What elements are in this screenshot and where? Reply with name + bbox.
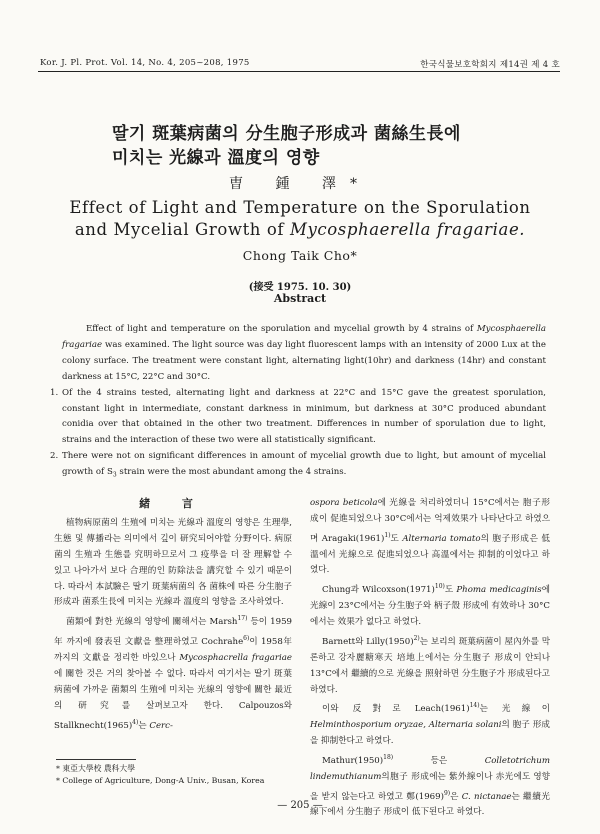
rc-p5-ref: 18) bbox=[383, 754, 394, 762]
title-english-line2 bbox=[0, 219, 600, 241]
footnote-affiliation-english: * College of Agriculture, Dong-A Univ., Busan, Korea bbox=[56, 776, 265, 785]
lc-p2-a: 菌類에 對한 光線의 영향에 關해서는 Marsh bbox=[66, 617, 238, 628]
rc-p3-ref: 2) bbox=[413, 634, 420, 642]
right-col-paragraph-2 bbox=[310, 579, 550, 631]
abstract-intro-text-a: Effect of light and temperature on the sporulation and mycelial growth by 4 strains of bbox=[86, 324, 477, 334]
rc-p3-a: Barnett와 Lilly(1950) bbox=[322, 636, 414, 647]
title-english-line1: Effect of Light and Temperature on the Sporulation bbox=[69, 198, 531, 217]
rc-p1-species-2: Alternaria tomato bbox=[402, 533, 481, 544]
rc-p5-a: Mathur(1950) bbox=[322, 755, 384, 766]
header-rule bbox=[38, 71, 560, 72]
rc-p5-species-2: C. nictanae bbox=[461, 791, 512, 802]
abstract-item-2-text bbox=[62, 449, 546, 484]
rc-p5-c: 의胞子 形成에는 紫外線이나 赤光에도 영향을 받지 않는다고 하였고 鄭(1969) bbox=[310, 771, 550, 802]
title-korean-line1: 딸기 斑葉病菌의 分生胞子形成과 菌絲生長에 bbox=[112, 124, 461, 144]
lc-p2-d: 에 關한 것은 거의 찾아볼 수 없다. 따라서 여기서는 딸기 斑葉病菌에 가까운 菌類의 生殖에 미치는 光線의 영향에 關한 最近의 研究를 살펴보고자 한다. Calpouzos와 Stallknecht(1965) bbox=[54, 668, 292, 731]
author-english: Chong Taik Cho* bbox=[242, 248, 358, 263]
right-col-paragraph-1 bbox=[310, 496, 550, 579]
title-english-prefix: and Mycelial Growth of bbox=[74, 220, 290, 239]
abstract-item-2-text-b: strain were the most abundant among the 4 strains. bbox=[116, 467, 347, 478]
abstract-intro-species: Mycosphaerella fragariae bbox=[62, 324, 546, 350]
rc-p1-a: 에 光線을 처리하였더니 15°C에서는 胞子形成이 促進되었으나 30°C에서는 억제效果가 나타난다고 하였으며 Aragaki(1961) bbox=[310, 498, 551, 544]
rc-p1-ref: 1) bbox=[384, 531, 391, 539]
introduction-heading: 緒 言 bbox=[139, 497, 207, 510]
received-date: (接受 1975. 10. 30) bbox=[248, 282, 352, 293]
journal-header-korean: 한국식물보호학회지 제14권 제 4 호 bbox=[420, 60, 560, 70]
abstract-heading: Abstract bbox=[273, 292, 327, 305]
left-col-paragraph-1: 植物病原菌의 生殖에 미치는 光線과 溫度의 영향은 生理學, 生態 및 傳播라는 의미에서 깊이 研究되어야할 分野이다. 病原菌의 生殖과 生態를 究明하므로서 그 疫學을 더 잘 理解할 수 있고 나아가서 보다 合理的인 防除法을 講究할 수 있기 때문이다. 따라서 本試驗은 딸기 斑葉病菌의 各 菌株에 따른 分生胞子 形成과 菌系生長에 미치는 光線과 溫度의 영향을 조사하였다. bbox=[54, 517, 292, 608]
rc-p5-b: 등은 bbox=[393, 755, 485, 766]
rc-p4-b: 는 光線이 bbox=[479, 704, 550, 715]
page-number: — 205 — bbox=[277, 800, 323, 811]
left-column bbox=[54, 496, 292, 734]
rc-p4-species: Helminthosporium oryzae, Alternaria solani bbox=[310, 720, 502, 731]
rc-p2-species: Phoma medicaginis bbox=[456, 585, 542, 596]
rc-p4-a: 이와 反對로 Leach(1961) bbox=[322, 704, 470, 715]
title-korean-line2: 미치는 光線과 溫度의 영향 bbox=[112, 148, 320, 168]
rc-p2-ref: 10) bbox=[434, 583, 445, 591]
lc-p2-c: 이 1958年 까지의 文獻을 정리한 바있으나 bbox=[54, 636, 292, 663]
rc-p4-ref: 14) bbox=[469, 702, 480, 710]
lc-p2-ref-1: 17) bbox=[237, 615, 248, 623]
abstract-item-2-subscript: 3 bbox=[112, 471, 117, 479]
left-col-paragraph-2 bbox=[54, 611, 292, 734]
abstract-item-2 bbox=[50, 449, 546, 484]
rc-p1-b: 도 bbox=[390, 533, 403, 544]
lc-p2-species-2: Cerc- bbox=[149, 720, 173, 731]
footnote-rule bbox=[56, 759, 136, 760]
journal-citation: Kor. J. Pl. Prot. Vol. 14, No. 4, 205~208, 1975 bbox=[40, 58, 250, 68]
rc-p5-ref-2: 9) bbox=[443, 789, 451, 797]
right-col-paragraph-3 bbox=[310, 631, 550, 698]
abstract-item-2-text-a: There were not on significant differences in amount of mycelial growth due to light, but amount of mycelial growth of S bbox=[62, 451, 546, 478]
rc-p5-e: 는 繼續光線下에서 分生胞子 形成이 低下된다고 하였다. bbox=[310, 791, 550, 818]
abstract-body bbox=[50, 322, 546, 484]
lc-p2-e: 는 bbox=[138, 720, 150, 731]
abstract-item-1-number: 1. bbox=[50, 387, 59, 398]
rc-p5-species: Colletotrichum lindemuthianum bbox=[310, 755, 550, 782]
rc-p2-c: 에 光線이 23°C에서는 分生胞子와 柄子殼 形成에 有效하나 30°C에서는 效果가 없다고 하였다. bbox=[310, 585, 551, 628]
right-col-paragraph-4 bbox=[310, 698, 550, 750]
abstract-item-2-number: 2. bbox=[50, 451, 59, 462]
lc-p2-b: 등이 1959年 까지에 發表된 文獻을 整理하였고 Cochrahe bbox=[54, 617, 292, 647]
rc-p2-b: 도 bbox=[444, 585, 457, 596]
abstract-item-1-text: Of the 4 strains tested, alternating light and darkness at 22°C and 15°C gave the greatest sporulation, constant light in intermediate, constant darkness in minimum, but darkness at 30°C produced abundant conidia over that obtained in the other two treatment. Differences in number of sporulation due to light, strains and the interaction of these two were all statistically significant. bbox=[62, 387, 546, 446]
right-column bbox=[310, 496, 550, 821]
rc-p2-a: Chung과 Wilcoxson(1971) bbox=[322, 585, 435, 596]
rc-p1-species: ospora beticola bbox=[310, 498, 378, 508]
lc-p2-ref-2: 6) bbox=[243, 635, 250, 643]
title-english-species: Mycosphaerella fragariae. bbox=[289, 220, 526, 239]
lc-p2-ref-3: 4) bbox=[132, 718, 139, 726]
rc-p4-c: 의 胞子 形成을 抑制한다고 하였다. bbox=[310, 720, 550, 747]
rc-p1-c: 의 胞子形成은 低溫에서 光線으로 促進되었으나 高溫에서는 抑制的이었다고 하였다. bbox=[310, 533, 550, 576]
lc-p2-species: Mycosphacrella fragariae bbox=[179, 652, 292, 663]
abstract-intro bbox=[62, 322, 546, 386]
abstract-intro-text-b: was examined. The light source was day light fluorescent lamps with an intensity of 2000 Lux at the colony surface. The treatment were constant light, alternating light(10hr) and darkness (14hr) and constant darkness at 15°C, 22°C and 30°C. bbox=[62, 339, 546, 382]
footnote-affiliation-korean: * 東亞大學校 農科大學 bbox=[56, 764, 136, 773]
abstract-item-1 bbox=[50, 386, 546, 450]
rc-p5-d: 은 bbox=[450, 791, 462, 802]
author-korean: 曺 鍾 澤* bbox=[229, 176, 371, 192]
rc-p3-b: 는 보리의 斑葉病菌이 屋內外를 막론하고 강자麗糖寒天 培地上에서는 分生胞子 形成이 안되나 13°C에서 繼續的으로 光線을 照射하면 分生胞子가 形成된다고 하였다. bbox=[310, 636, 550, 695]
